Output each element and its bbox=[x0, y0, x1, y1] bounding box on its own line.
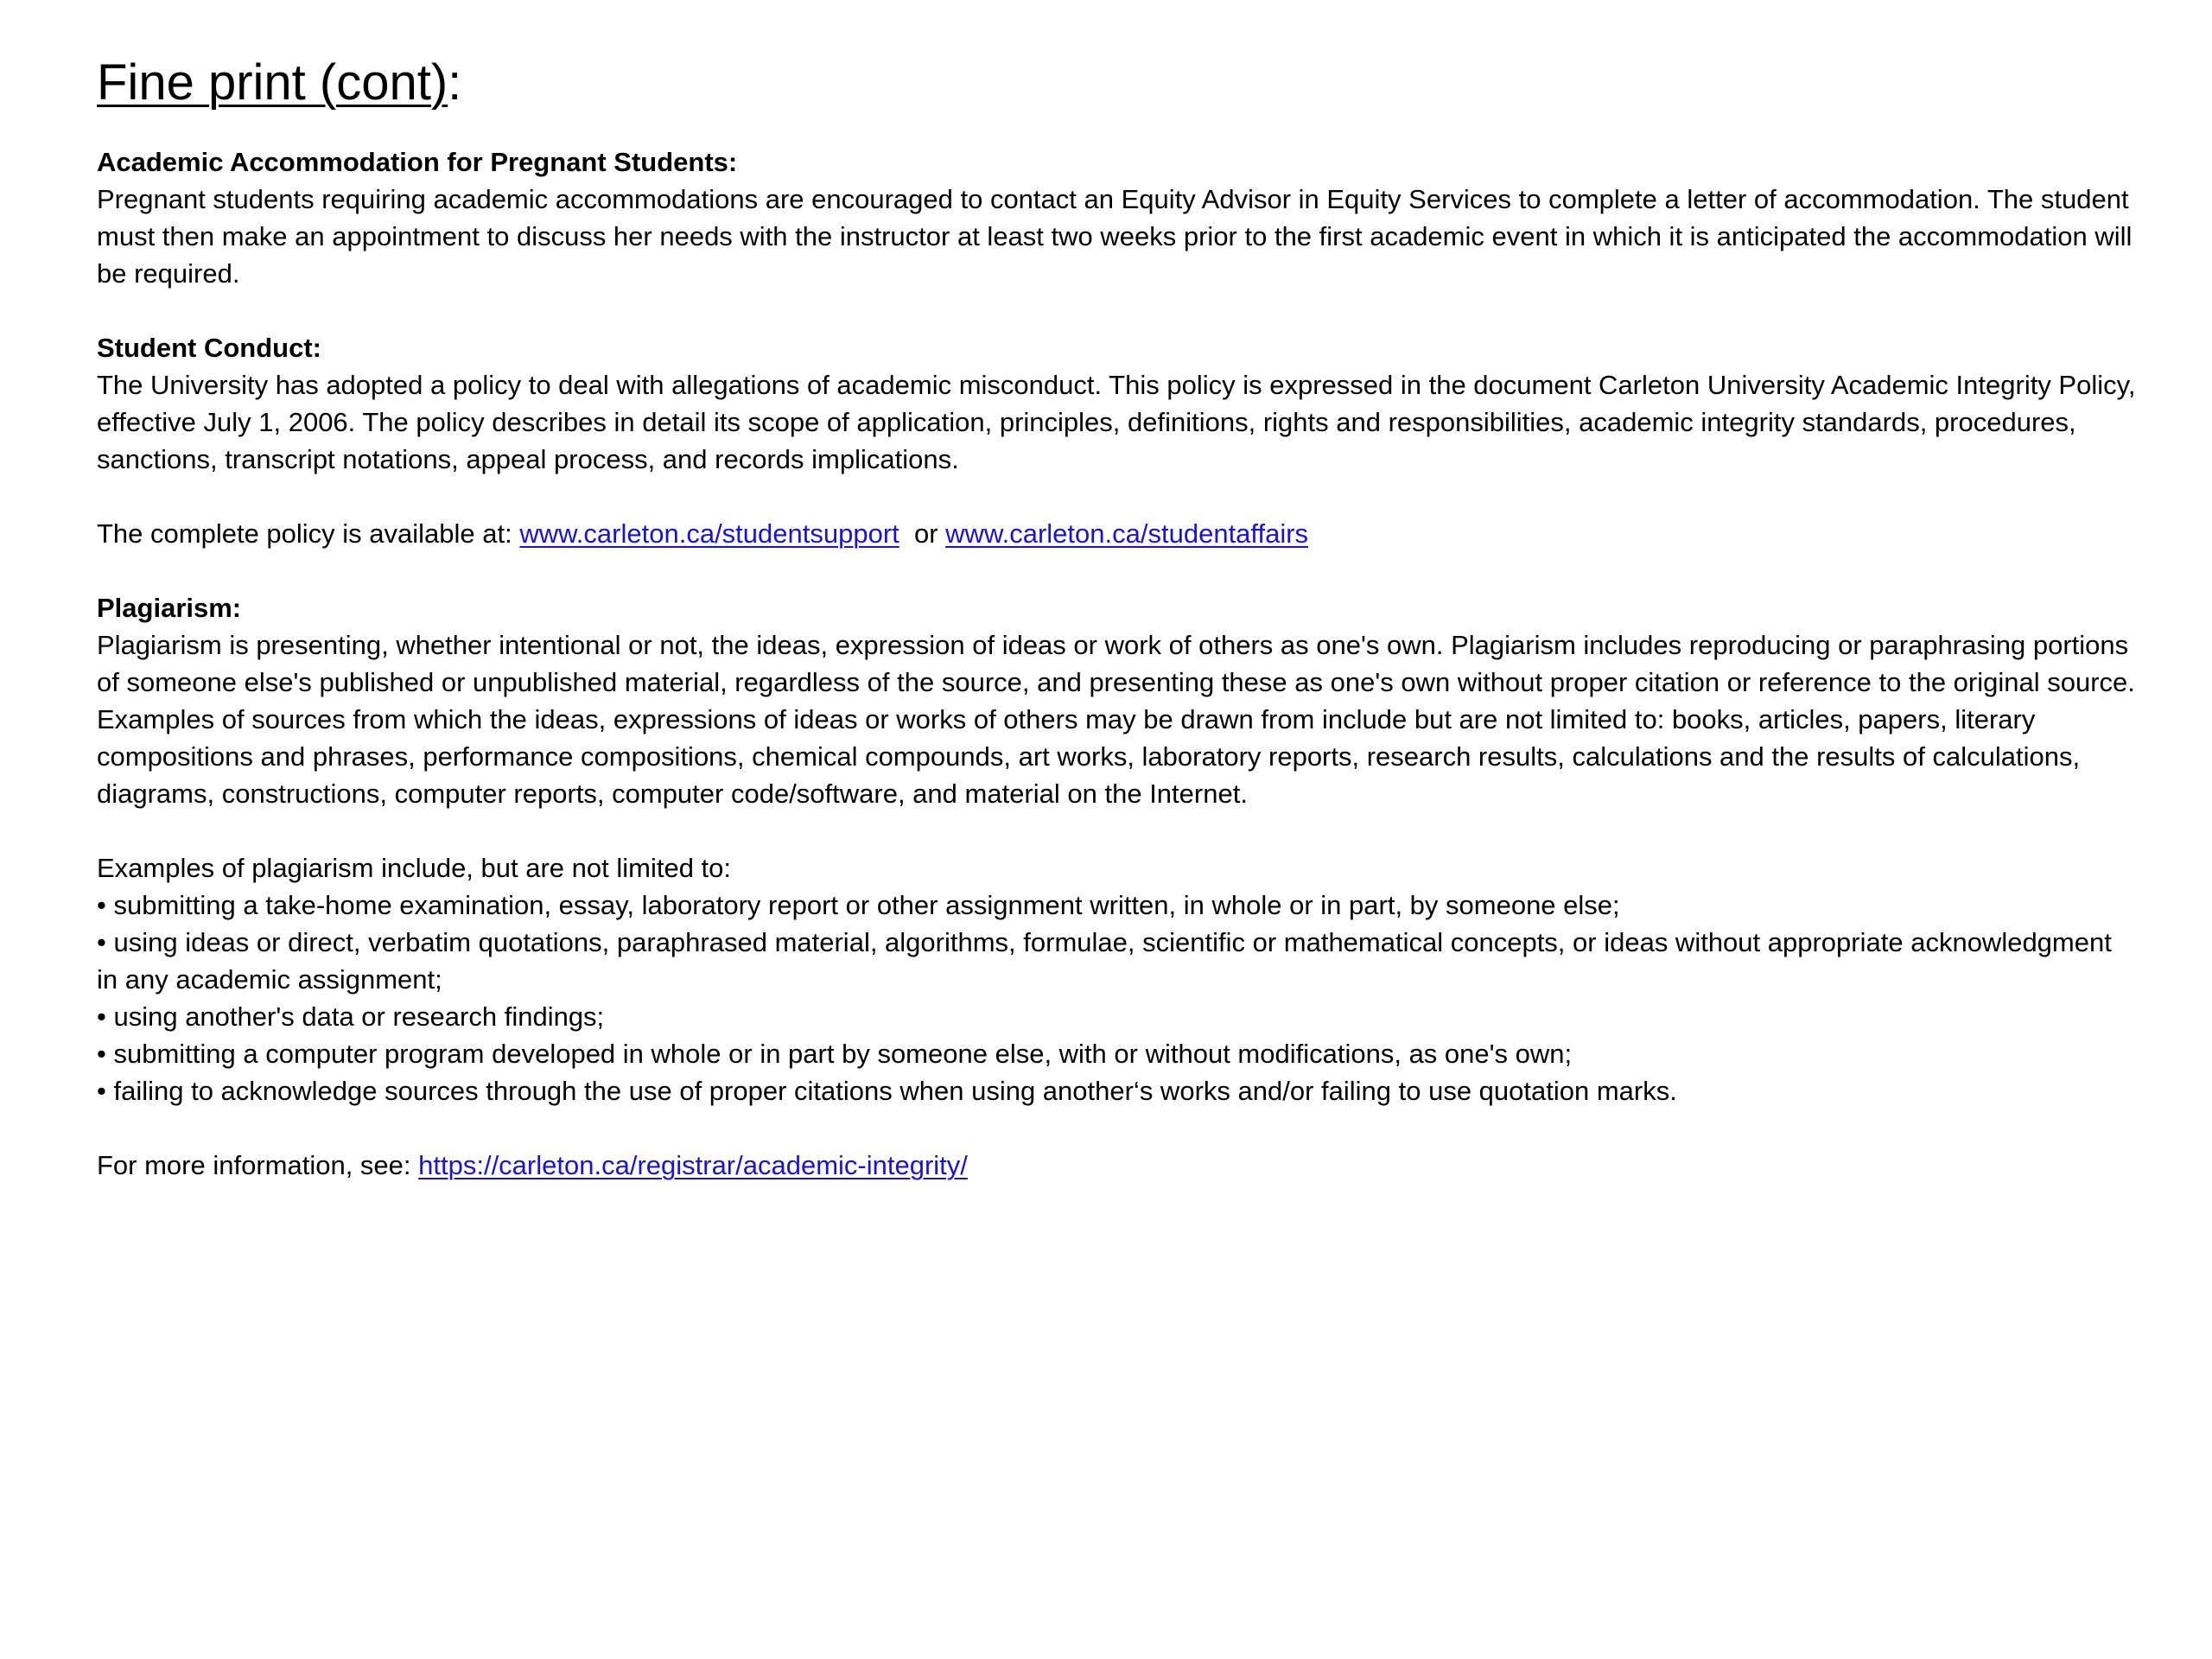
section-body-conduct: The University has adopted a policy to deal with allegations of academic misconduct. This policy is expressed in the document Carleton University Academic Integrity Policy, effective July 1, 2006. The policy describes in detail its scope of application, principles, definitions, rights and responsibilities, academic integrity standards, procedures, sanctions, transcript notations, appeal process, and records implications. bbox=[97, 370, 2136, 474]
page-title-text: Fine print (cont) bbox=[97, 54, 448, 111]
studentaffairs-link[interactable]: www.carleton.ca/studentaffairs bbox=[945, 518, 1309, 549]
list-item: • using another's data or research findings; bbox=[97, 998, 2136, 1035]
list-item: • using ideas or direct, verbatim quotations, paraphrased material, algorithms, formulae, scientific or mathematical concepts, or ideas without appropriate acknowledgment in any academic assignment; bbox=[97, 924, 2136, 998]
more-info-prefix: For more information, see: bbox=[97, 1150, 419, 1180]
section-examples bbox=[97, 849, 2136, 1109]
section-pregnant bbox=[97, 143, 2136, 292]
section-plagiarism bbox=[97, 589, 2136, 812]
section-heading-conduct: Student Conduct: bbox=[97, 333, 322, 363]
policy-separator: or bbox=[899, 518, 946, 549]
examples-list bbox=[97, 887, 2136, 1109]
more-information bbox=[97, 1147, 2136, 1184]
examples-intro: Examples of plagiarism include, but are not limited to: bbox=[97, 853, 732, 883]
section-heading-plagiarism: Plagiarism: bbox=[97, 593, 242, 623]
academic-integrity-link[interactable]: https://carleton.ca/registrar/academic-integrity/ bbox=[418, 1150, 968, 1180]
policy-prefix: The complete policy is available at: bbox=[97, 518, 520, 549]
section-body-plagiarism: Plagiarism is presenting, whether intentional or not, the ideas, expression of ideas or work of others as one's own. Plagiarism includes reproducing or paraphrasing portions of someone else's published or unpublished material, regardless of the source, and presenting these as one's own without proper citation or reference to the original source. Examples of sources from which the ideas, expressions of ideas or works of others may be drawn from include but are not limited to: books, articles, papers, literary compositions and phrases, performance compositions, chemical compounds, art works, laboratory reports, research results, calculations and the results of calculations, diagrams, constructions, computer reports, computer code/software, and material on the Internet. bbox=[97, 630, 2135, 809]
section-body-pregnant: Pregnant students requiring academic accommodations are encouraged to contact an Equity Advisor in Equity Services to complete a letter of accommodation. The student must then make an appointment to discuss her needs with the instructor at least two weeks prior to the first academic event in which it is anticipated the accommodation will be required. bbox=[97, 184, 2133, 289]
section-heading-pregnant: Academic Accommodation for Pregnant Students: bbox=[97, 147, 738, 177]
studentsupport-link[interactable]: www.carleton.ca/studentsupport bbox=[519, 518, 899, 549]
list-item: • submitting a computer program developed in whole or in part by someone else, with or without modifications, as one's own; bbox=[97, 1035, 2136, 1072]
list-item: • submitting a take-home examination, essay, laboratory report or other assignment written, in whole or in part, by someone else; bbox=[97, 887, 2136, 924]
page-title-colon: : bbox=[448, 54, 462, 111]
page-title bbox=[97, 48, 461, 118]
list-item: • failing to acknowledge sources through the use of proper citations when using another‘s works and/or failing to use quotation marks. bbox=[97, 1072, 2136, 1109]
policy-availability bbox=[97, 515, 2136, 552]
section-conduct bbox=[97, 329, 2136, 478]
document-body bbox=[97, 143, 2136, 1221]
